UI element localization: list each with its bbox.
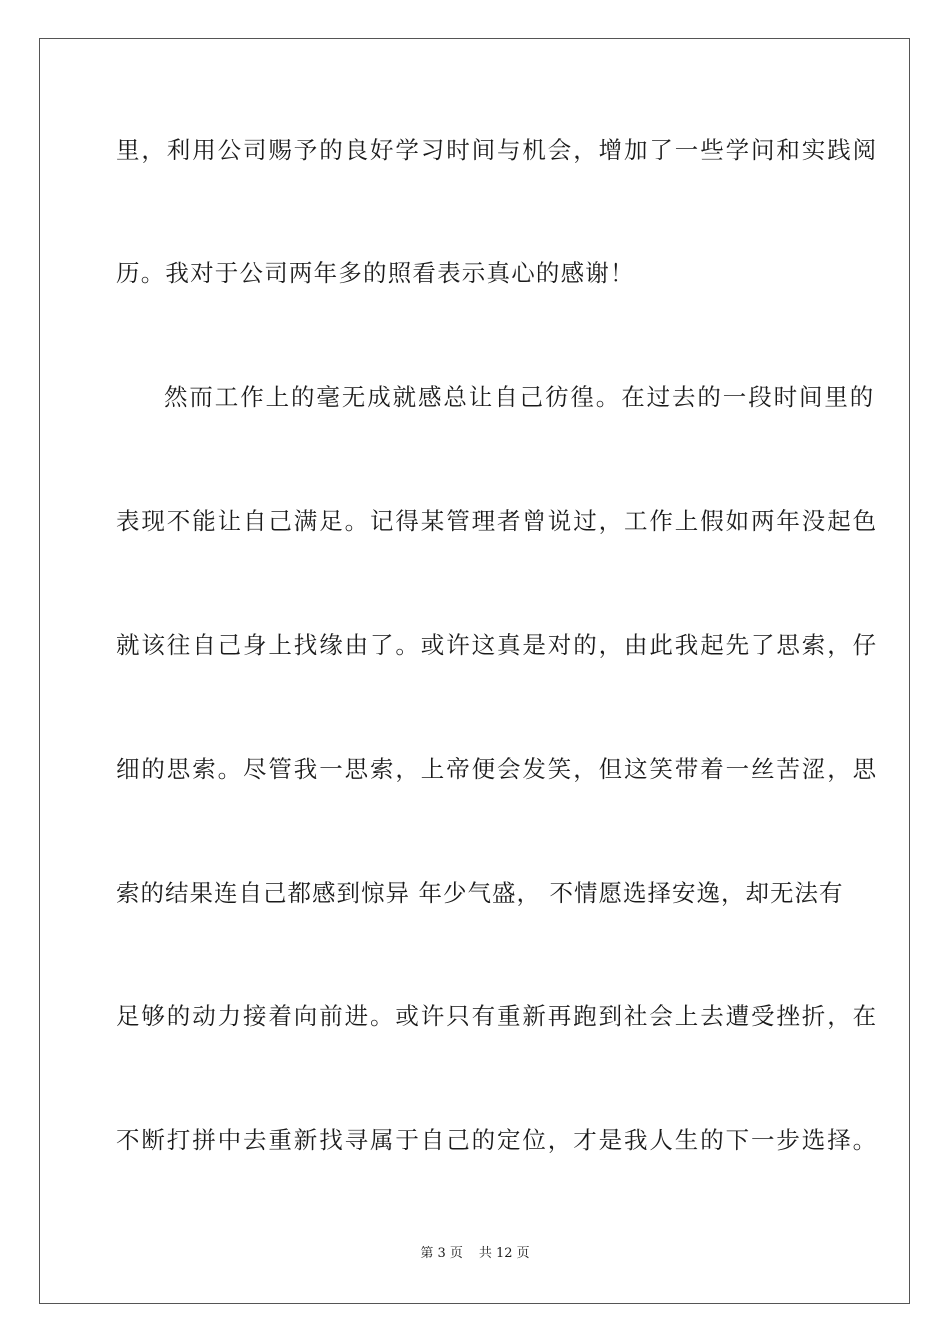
body-text-line: 不断打拼中去重新找寻属于自己的定位，才是我人生的下一步选择。 xyxy=(116,1126,878,1154)
body-text-line: 就该往自己身上找缘由了。或许这真是对的，由此我起先了思索，仔 xyxy=(116,631,878,659)
body-text-line: 表现不能让自己满足。记得某管理者曾说过，工作上假如两年没起色 xyxy=(116,507,878,535)
total-pages: 共 12 页 xyxy=(478,1246,530,1261)
page-border xyxy=(39,38,910,1304)
body-text-line: 足够的动力接着向前进。或许只有重新再跑到社会上去遭受挫折，在 xyxy=(116,1002,878,1030)
page-number: 第 3 页 xyxy=(420,1246,463,1261)
page-footer xyxy=(0,1245,950,1263)
body-text-line: 细的思索。尽管我一思索，上帝便会发笑，但这笑带着一丝苦涩，思 xyxy=(116,755,878,783)
paragraph-first-line: 然而工作上的毫无成就感总让自己彷徨。在过去的一段时间里的 xyxy=(164,383,876,411)
body-text-line: 里，利用公司赐予的良好学习时间与机会，增加了一些学问和实践阅 xyxy=(116,136,878,164)
body-text-line: 历。我对于公司两年多的照看表示真心的感谢！ xyxy=(116,259,635,287)
body-text-line: 索的结果连自己都感到惊异 年少气盛， 不情愿选择安逸，却无法有 xyxy=(116,879,844,907)
